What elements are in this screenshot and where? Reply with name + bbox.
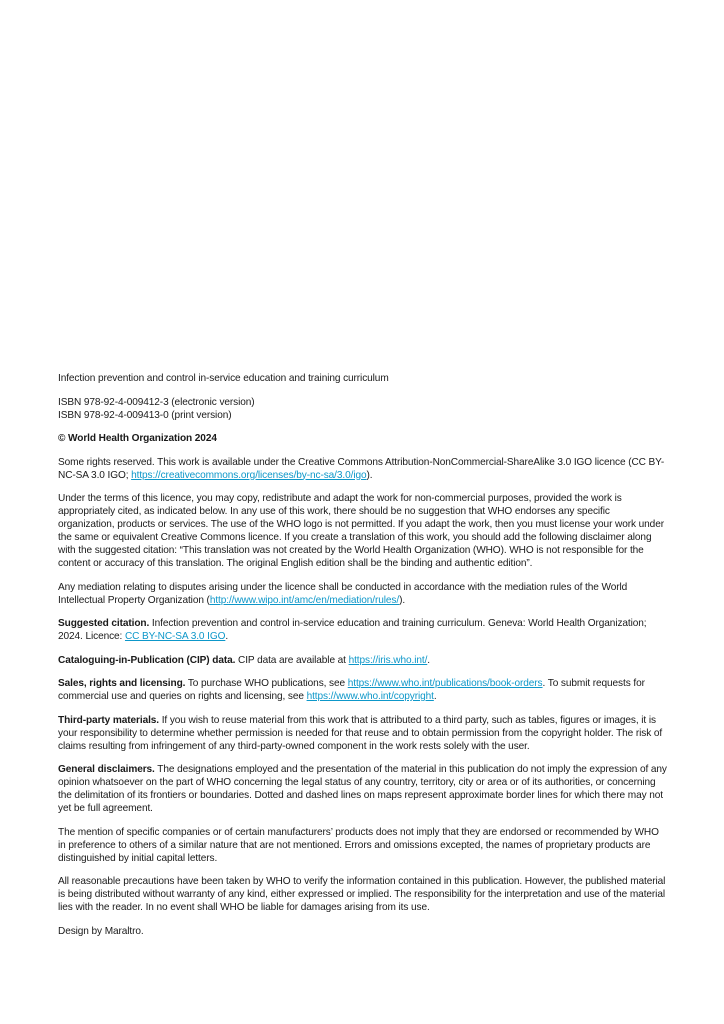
third-party-label: Third-party materials. (58, 714, 160, 726)
design-credit: Design by Maraltro. (58, 925, 144, 937)
disclaimers-paragraph (58, 763, 668, 815)
rights-text: Some rights reserved. This work is available under the Creative Commons Attribution-NonCommercial-ShareAlike 3.0 IGO licence (CC BY-NC-SA 3.0 IGO; (58, 456, 665, 481)
citation-label: Suggested citation. (58, 618, 150, 629)
copyright-link[interactable]: https://www.who.int/copyright (306, 691, 434, 702)
sales-paragraph (58, 677, 668, 703)
cip-text-end: . (427, 654, 430, 666)
isbn-print: ISBN 978-92-4-009413-0 (print version) (58, 409, 232, 421)
mediation-text: Any mediation relating to disputes arising under the licence shall be conducted in accordance with the mediation rules of the World Intellectual Property Organization ( (58, 581, 628, 606)
citation-text-end: . (225, 631, 229, 642)
disclaimers-text: The designations employed and the presentation of the material in this publication do not imply the expression of any opinion whatsoever on the part of WHO concerning the legal status of any country, territory, city or area or of its authorities, or concerning the delimitation of its frontiers or boundaries. Dotted and dashed lines on maps represent approximate border lines for which there may not yet be full agreement. (58, 764, 667, 814)
sales-text-end: . (433, 691, 437, 702)
companies-paragraph: The mention of specific companies or of certain manufacturers’ products does not imply that they are endorsed or recommended by WHO in preference to others of a similar nature that are not mentioned. Errors and omissions excepted, the names of proprietary products are distinguished by initial capital letters. (58, 826, 659, 864)
third-party-text: If you wish to reuse material from this work that is attributed to a third party, such as tables, figures or images, it is your responsibility to determine whether permission is needed for that reuse and to obtain permission from the copyright holder. The risk of claims resulting from infringement of any third-party-owned component in the work rests solely with the user. (58, 714, 663, 752)
rights-paragraph (58, 456, 668, 482)
precautions-paragraph: All reasonable precautions have been taken by WHO to verify the information contained in this publication. However, the published material is being distributed without warranty of any kind, either expressed or implied. The responsibility for the interpretation and use of the material lies with the reader. In no event shall WHO be liable for damages arising from its use. (58, 876, 666, 913)
mediation-text-end: ). (399, 594, 406, 606)
sales-text: To purchase WHO publications, see (185, 678, 348, 689)
citation-text: Infection prevention and control in-service education and training curriculum. Geneva: World Health Organization; 2024. Licence: (58, 618, 647, 642)
terms-paragraph: Under the terms of this licence, you may copy, redistribute and adapt the work for non-commercial purposes, provided the work is appropriately cited, as indicated below. In any use of this work, there should be no suggestion that WHO endorses any specific organization, products or services. The use of the WHO logo is not permitted. If you adapt the work, then you must license your work under the same or equivalent Creative Commons licence. If you create a translation of this work, you should add the following disclaimer along with the suggested citation: “This translation was not created by the World Health Organization (WHO). WHO is not responsible for the content or accuracy of this translation. The original English edition shall be the binding and authentic edition”. (58, 493, 664, 569)
licence-link[interactable]: CC BY-NC-SA 3.0 IGO (124, 631, 226, 642)
cip-label: Cataloguing-in-Publication (CIP) data. (58, 654, 236, 666)
disclaimers-label: General disclaimers. (58, 764, 155, 775)
sales-label: Sales, rights and licensing. (58, 678, 186, 689)
rights-text-end: ). (366, 469, 373, 481)
wipo-link[interactable]: http://www.wipo.int/amc/en/mediation/rules/ (209, 594, 400, 606)
sales-text-mid: . To submit requests for commercial use and queries on rights and licensing, see (58, 678, 645, 702)
iris-link[interactable]: https://iris.who.int/ (348, 654, 428, 666)
third-party-paragraph (58, 714, 668, 753)
isbn-block (58, 396, 668, 422)
book-orders-link[interactable]: https://www.who.int/publications/book-orders (347, 678, 543, 689)
copyright-notice (58, 432, 668, 445)
cc-licence-link[interactable]: https://creativecommons.org/licenses/by-nc-sa/3.0/igo (131, 469, 367, 481)
isbn-electronic: ISBN 978-92-4-009412-3 (electronic version) (58, 396, 255, 408)
citation-paragraph (58, 617, 668, 643)
copyright-block (58, 372, 668, 948)
mediation-paragraph (58, 581, 668, 607)
cip-paragraph (58, 654, 668, 667)
publication-title: Infection prevention and control in-service education and training curriculum (58, 373, 389, 384)
copyright-text: © World Health Organization 2024 (58, 433, 217, 444)
cip-text: CIP data are available at (235, 654, 349, 666)
